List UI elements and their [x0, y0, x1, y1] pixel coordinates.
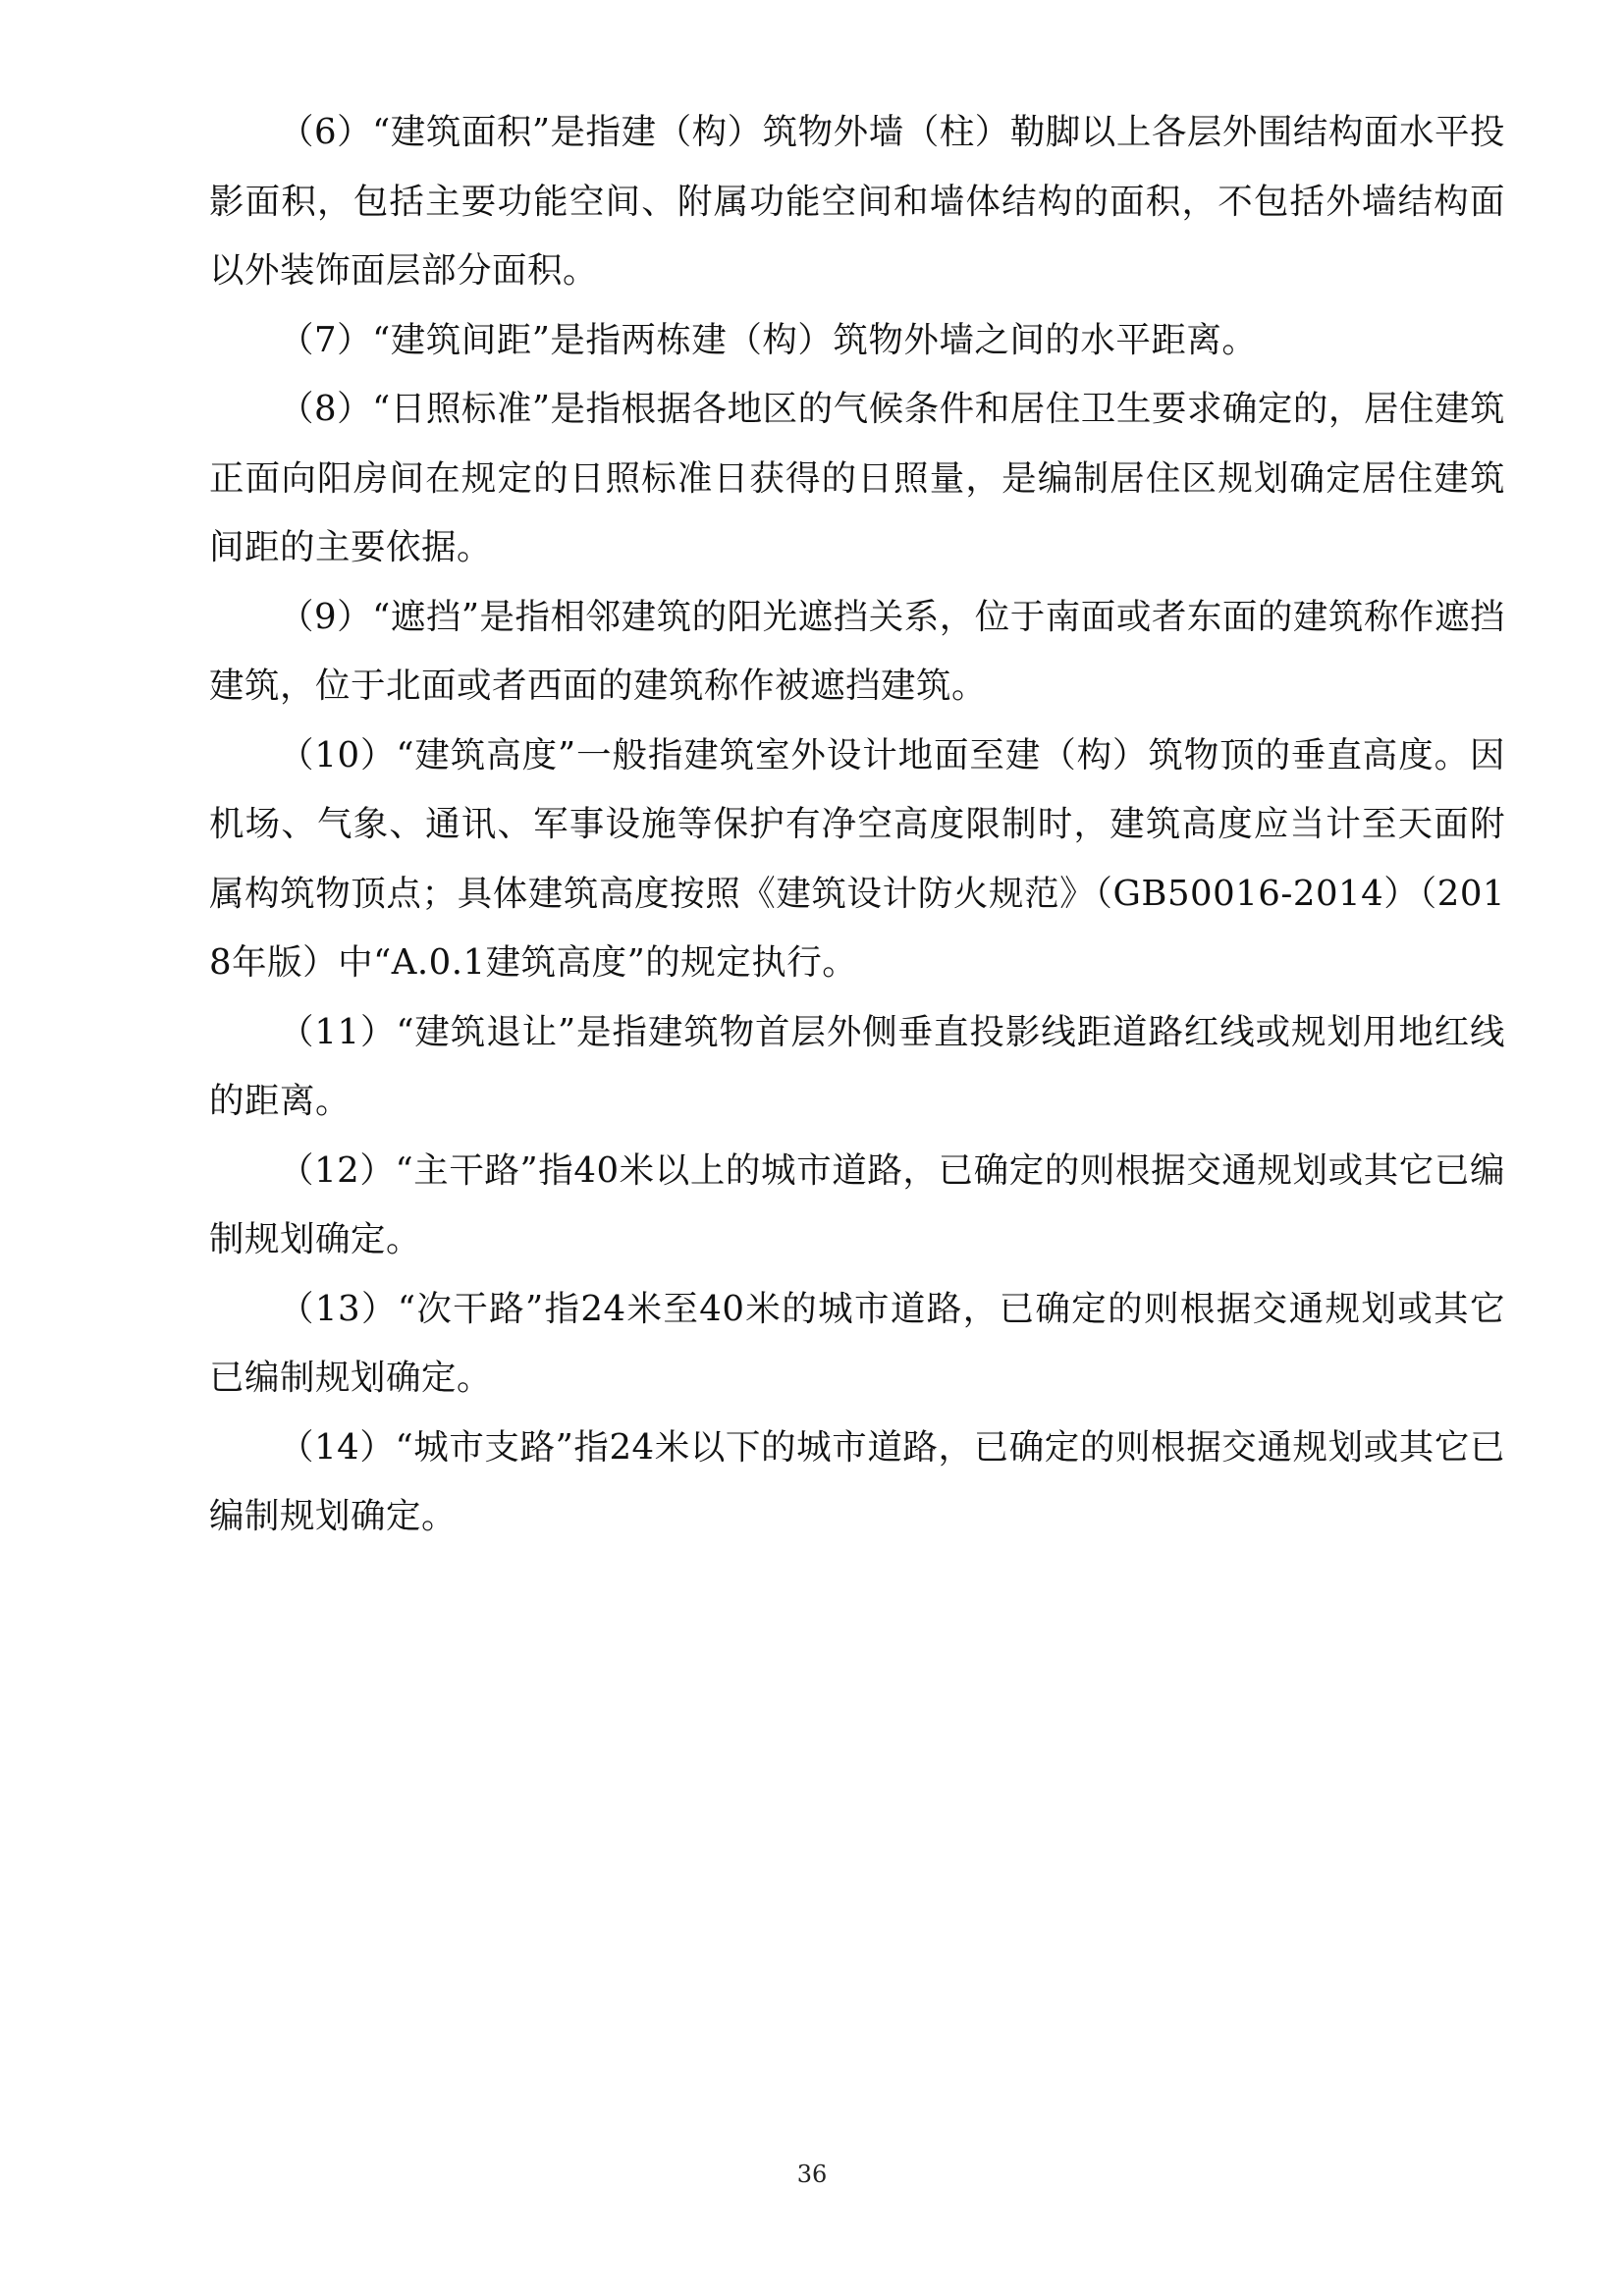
paragraph-9-shading: （9）“遮挡”是指相邻建筑的阳光遮挡关系，位于南面或者东面的建筑称作遮挡建筑，位于北面或者西面的建筑称作被遮挡建筑。 [209, 596, 1505, 706]
paragraph-10-building-height: （10）“建筑高度”一般指建筑室外设计地面至建（构）筑物顶的垂直高度。因机场、气象、通讯、军事设施等保护有净空高度限制时，建筑高度应当计至天面附属构筑物顶点；具体建筑高度按照《建筑设计防火规范》（GB50016-2014）（2018年版）中“A.0.1建筑高度”的规定执行。 [209, 734, 1505, 983]
paragraph-12-main-road: （12）“主干路”指40米以上的城市道路，已确定的则根据交通规划或其它已编制规划确定。 [209, 1149, 1505, 1259]
paragraph-8-sunlight-standard: （8）“日照标准”是指根据各地区的气候条件和居住卫生要求确定的，居住建筑正面向阳房间在规定的日照标准日获得的日照量，是编制居住区规划确定居住建筑间距的主要依据。 [209, 389, 1505, 567]
paragraph-6-building-area: （6）“建筑面积”是指建（构）筑物外墙（柱）勒脚以上各层外围结构面水平投影面积，包括主要功能空间、附属功能空间和墙体结构的面积，不包括外墙结构面以外装饰面层部分面积。 [209, 112, 1505, 291]
paragraph-11-building-setback: （11）“建筑退让”是指建筑物首层外侧垂直投影线距道路红线或规划用地红线的距离。 [209, 1011, 1505, 1121]
paragraph-14-branch-road: （14）“城市支路”指24米以下的城市道路，已确定的则根据交通规划或其它已编制规划确定。 [209, 1426, 1505, 1536]
paragraph-13-secondary-road: （13）“次干路”指24米至40米的城市道路，已确定的则根据交通规划或其它已编制规划确定。 [209, 1288, 1505, 1398]
document-body [209, 98, 1505, 1552]
page-number: 36 [796, 2161, 828, 2188]
paragraph-7-building-spacing: （7）“建筑间距”是指两栋建（构）筑物外墙之间的水平距离。 [279, 319, 1258, 360]
